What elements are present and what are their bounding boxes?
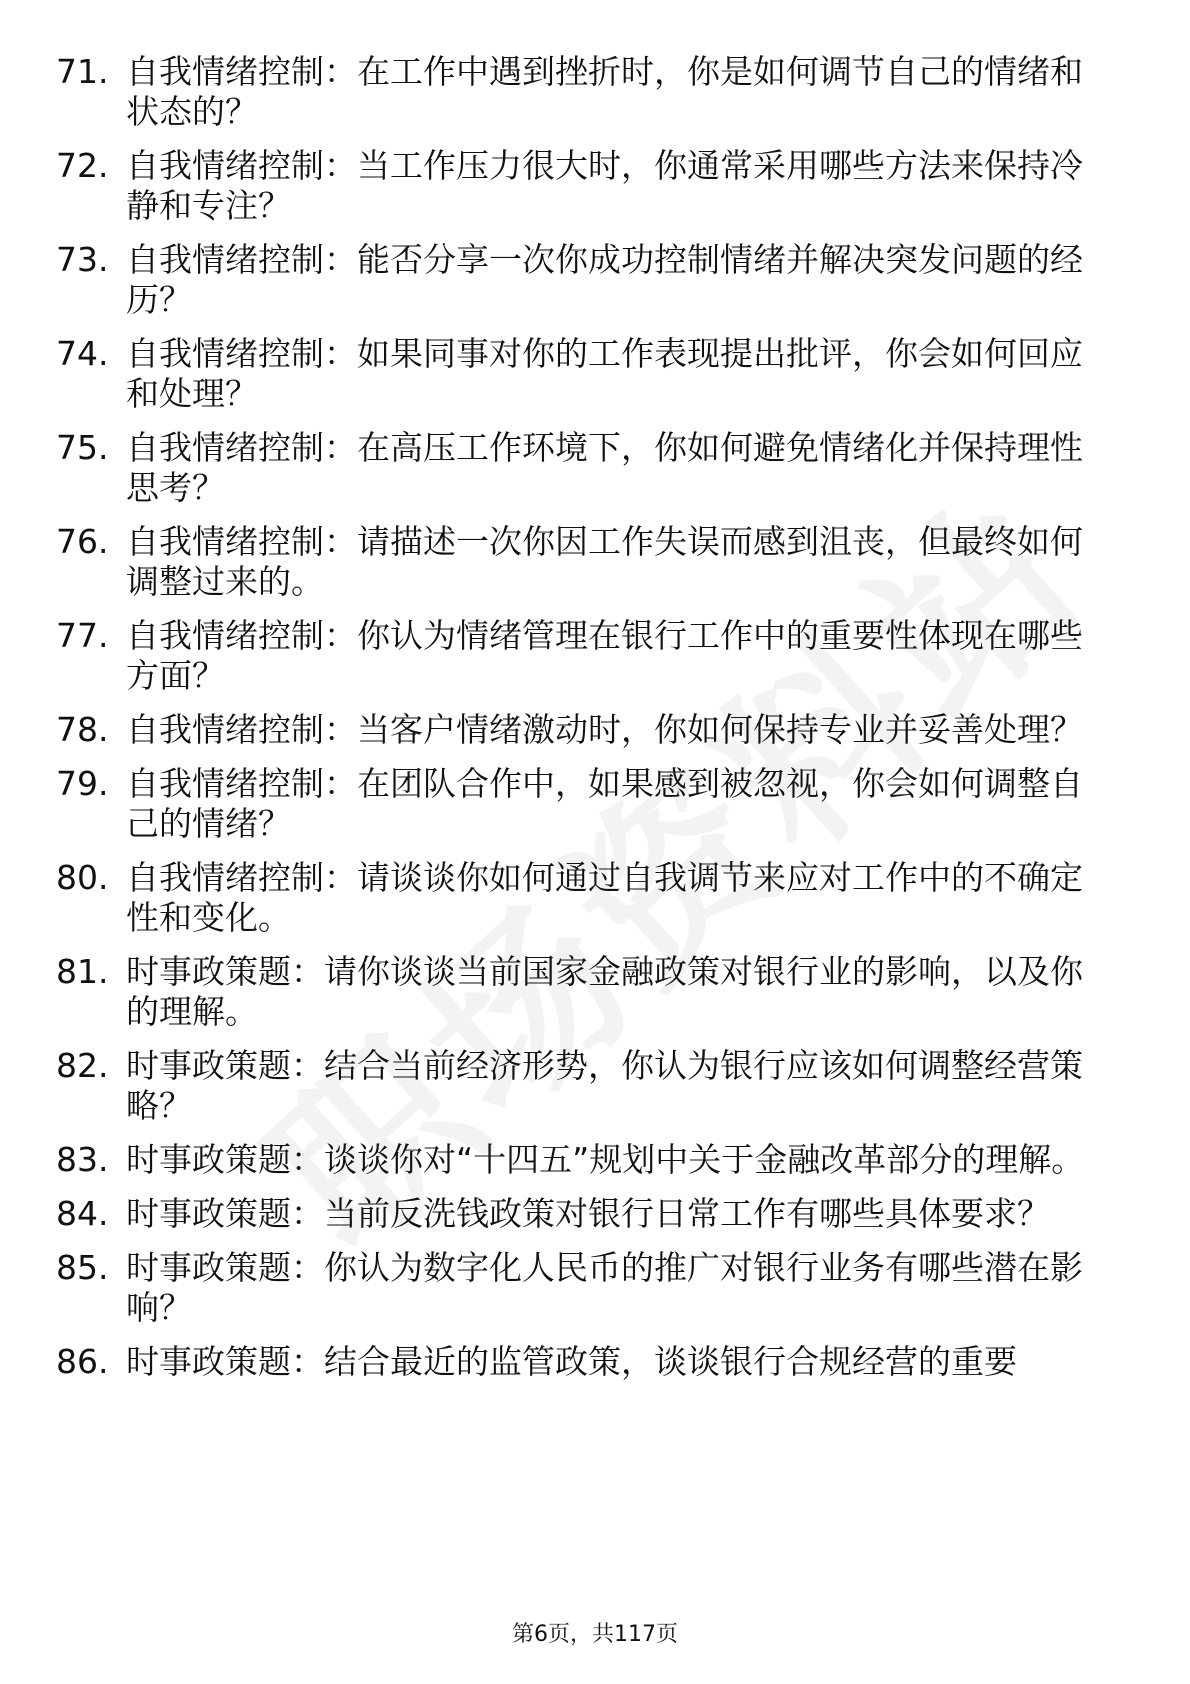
question-text: 自我情绪控制：当客户情绪激动时，你如何保持专业并妥善处理？: [126, 710, 1083, 749]
question-list: [0, 52, 1190, 1396]
question-text: 时事政策题：请你谈谈当前国家金融政策对银行业的影响，以及你的理解。: [126, 952, 1083, 1031]
question-item: [0, 146, 1106, 226]
question-text: 自我情绪控制：你认为情绪管理在银行工作中的重要性体现在哪些方面？: [126, 616, 1083, 695]
question-number: 71.: [56, 52, 109, 91]
question-number: 73.: [56, 240, 109, 279]
question-number: 79.: [56, 764, 109, 803]
question-item: [0, 1248, 1106, 1328]
question-text: 时事政策题：当前反洗钱政策对银行日常工作有哪些具体要求？: [126, 1194, 1050, 1233]
question-number: 76.: [56, 522, 109, 561]
question-text: 自我情绪控制：在团队合作中，如果感到被忽视，你会如何调整自己的情绪？: [126, 764, 1083, 843]
question-number: 83.: [56, 1140, 109, 1179]
question-item: [0, 764, 1106, 844]
question-text: 时事政策题：结合最近的监管政策，谈谈银行合规经营的重要: [126, 1342, 1017, 1381]
question-text: 时事政策题：你认为数字化人民币的推广对银行业务有哪些潜在影响？: [126, 1248, 1083, 1327]
question-text: 自我情绪控制：请描述一次你因工作失误而感到沮丧，但最终如何调整过来的。: [126, 522, 1083, 601]
question-text: 自我情绪控制：当工作压力很大时，你通常采用哪些方法来保持冷静和专注？: [126, 146, 1083, 225]
question-text: 时事政策题：结合当前经济形势，你认为银行应该如何调整经营策略？: [126, 1046, 1083, 1125]
question-item: [0, 616, 1106, 696]
question-item: [0, 1140, 1106, 1180]
question-number: 74.: [56, 334, 109, 373]
question-item: [0, 1342, 1106, 1382]
question-text: 自我情绪控制：在工作中遇到挫折时，你是如何调节自己的情绪和状态的？: [126, 52, 1083, 131]
question-item: [0, 52, 1106, 132]
question-item: [0, 428, 1106, 508]
question-item: [0, 858, 1106, 938]
question-item: [0, 710, 1106, 750]
question-item: [0, 1194, 1106, 1234]
question-text: 自我情绪控制：如果同事对你的工作表现提出批评，你会如何回应和处理？: [126, 334, 1083, 413]
question-item: [0, 334, 1106, 414]
question-text: 自我情绪控制：请谈谈你如何通过自我调节来应对工作中的不确定性和变化。: [126, 858, 1083, 937]
question-text: 自我情绪控制：能否分享一次你成功控制情绪并解决突发问题的经历？: [126, 240, 1083, 319]
question-item: [0, 1046, 1106, 1126]
question-number: 86.: [56, 1342, 109, 1381]
question-number: 82.: [56, 1046, 109, 1085]
question-item: [0, 240, 1106, 320]
question-number: 84.: [56, 1194, 109, 1233]
question-number: 77.: [56, 616, 109, 655]
question-number: 78.: [56, 710, 109, 749]
question-item: [0, 952, 1106, 1032]
question-number: 72.: [56, 146, 109, 185]
question-number: 80.: [56, 858, 109, 897]
question-text: 自我情绪控制：在高压工作环境下，你如何避免情绪化并保持理性思考？: [126, 428, 1083, 507]
page-footer: 第6页，共117页: [512, 1622, 678, 1647]
question-text: 时事政策题：谈谈你对“十四五”规划中关于金融改革部分的理解。: [126, 1140, 1085, 1179]
question-item: [0, 522, 1106, 602]
question-number: 85.: [56, 1248, 109, 1287]
question-number: 81.: [56, 952, 109, 991]
question-number: 75.: [56, 428, 109, 467]
